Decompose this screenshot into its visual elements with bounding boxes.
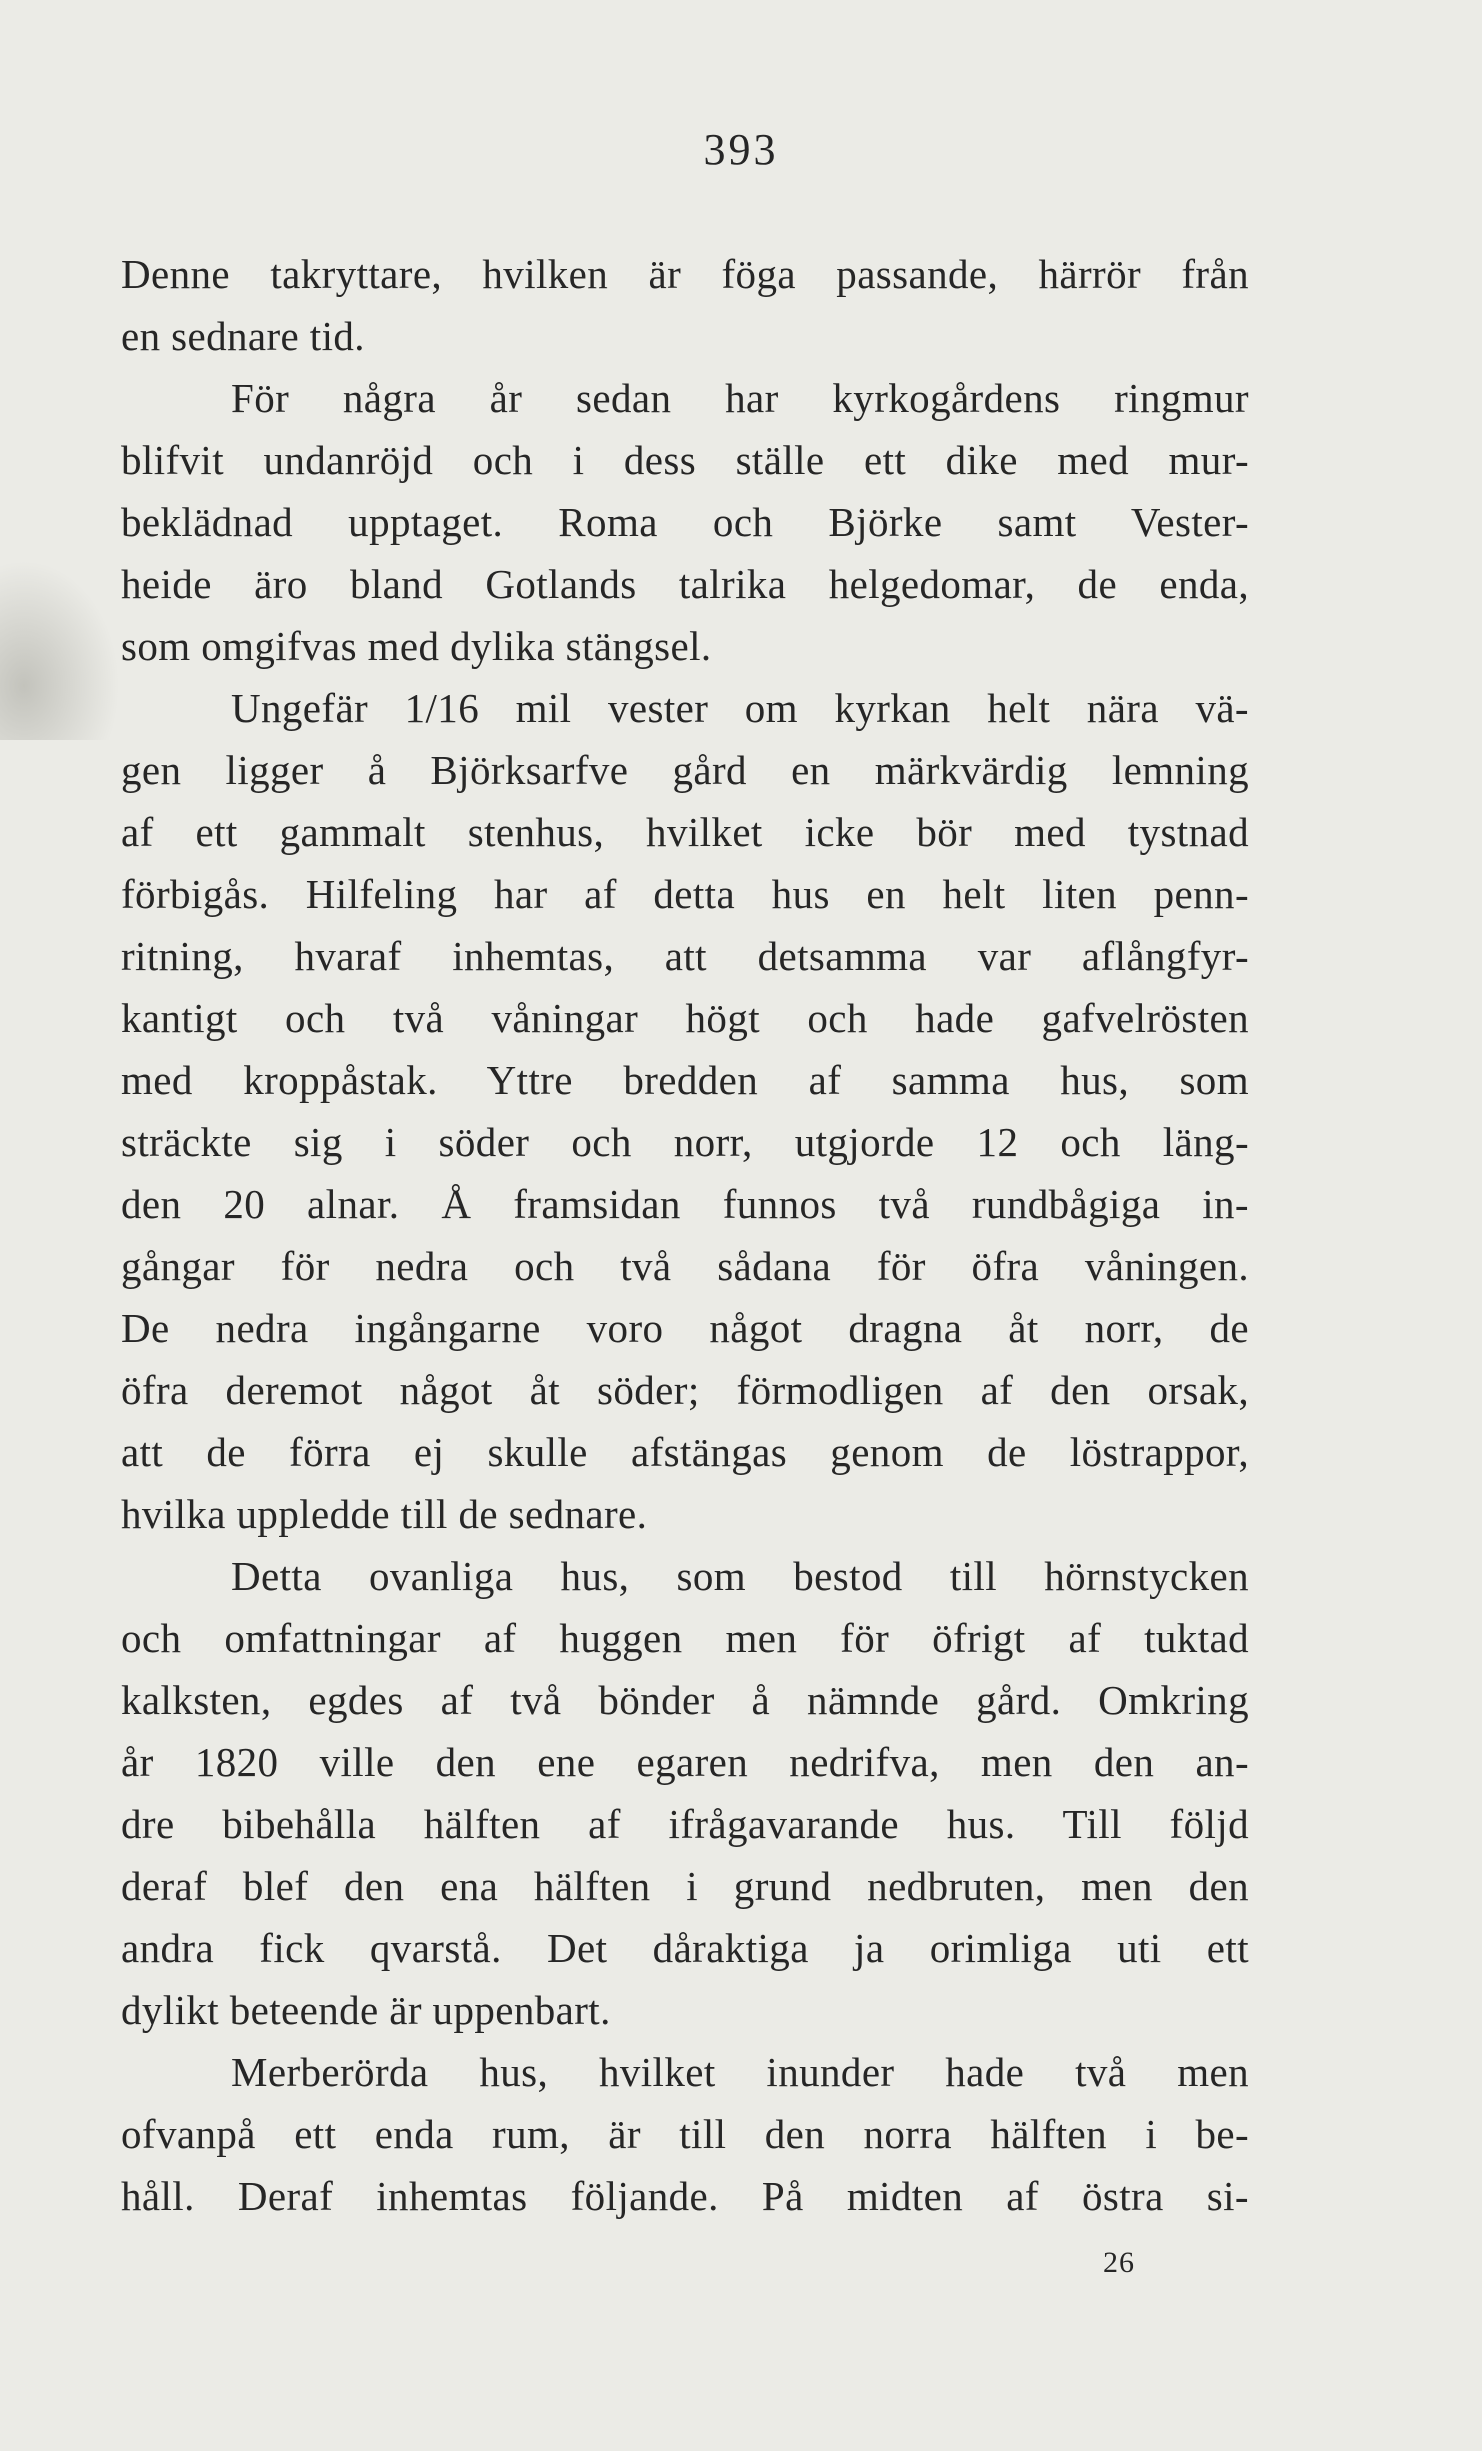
text-line: De nedra ingångarne voro något dragna åt norr, de [121, 1305, 1249, 1351]
text-line: som omgifvas med dylika stängsel. [121, 623, 712, 669]
signature-mark: 26 [1103, 2246, 1135, 2279]
text-line: Detta ovanliga hus, som bestod till hörnstycken [231, 1553, 1249, 1599]
text-line: blifvit undanröjd och i dess ställe ett dike med mur- [121, 437, 1249, 483]
text-line: ritning, hvaraf inhemtas, att detsamma var aflångfyr- [121, 933, 1249, 979]
text-line: den 20 alnar. Å framsidan funnos två rundbågiga in- [121, 1181, 1249, 1227]
text-line: år 1820 ville den ene egaren nedrifva, men den an- [121, 1739, 1249, 1785]
text-line: förbigås. Hilfeling har af detta hus en helt liten penn- [121, 871, 1249, 917]
text-line: beklädnad upptaget. Roma och Björke samt Vester- [121, 499, 1249, 545]
page-number: 393 [703, 125, 779, 174]
text-line: att de förra ej skulle afstängas genom de löstrappor, [121, 1429, 1249, 1475]
text-line: gen ligger å Björksarfve gård en märkvärdig lemning [121, 747, 1249, 793]
text-line: ofvanpå ett enda rum, är till den norra hälften i be- [121, 2111, 1249, 2157]
text-line: hvilka uppledde till de sednare. [121, 1491, 648, 1537]
text-line: deraf blef den ena hälften i grund nedbruten, men den [121, 1863, 1249, 1909]
text-line: dylikt beteende är uppenbart. [121, 1987, 611, 2033]
text-line: kantigt och två våningar högt och hade gafvelrösten [121, 995, 1249, 1041]
text-line: heide äro bland Gotlands talrika helgedomar, de enda, [121, 561, 1249, 607]
text-line: Merberörda hus, hvilket inunder hade två men [231, 2049, 1249, 2095]
body-text [121, 243, 1249, 2227]
text-line: och omfattningar af huggen men för öfrigt af tuktad [121, 1615, 1249, 1661]
text-line: Ungefär 1/16 mil vester om kyrkan helt nära vä- [231, 685, 1249, 731]
text-line: dre bibehålla hälften af ifrågavarande hus. Till följd [121, 1801, 1249, 1847]
scan-shadow [0, 560, 120, 740]
text-line: med kroppåstak. Yttre bredden af samma hus, som [121, 1057, 1249, 1103]
text-line: af ett gammalt stenhus, hvilket icke bör med tystnad [121, 809, 1249, 855]
text-line: kalksten, egdes af två bönder å nämnde gård. Omkring [121, 1677, 1249, 1723]
text-line: Denne takryttare, hvilken är föga passande, härrör från [121, 251, 1249, 297]
text-line: öfra deremot något åt söder; förmodligen af den orsak, [121, 1367, 1249, 1413]
text-line: För några år sedan har kyrkogårdens ringmur [231, 375, 1249, 421]
text-line: en sednare tid. [121, 313, 365, 359]
text-line: gångar för nedra och två sådana för öfra våningen. [121, 1243, 1249, 1289]
text-line: håll. Deraf inhemtas följande. På midten af östra si- [121, 2173, 1249, 2219]
text-line: sträckte sig i söder och norr, utgjorde 12 och läng- [121, 1119, 1249, 1165]
text-line: andra fick qvarstå. Det dåraktiga ja orimliga uti ett [121, 1925, 1249, 1971]
